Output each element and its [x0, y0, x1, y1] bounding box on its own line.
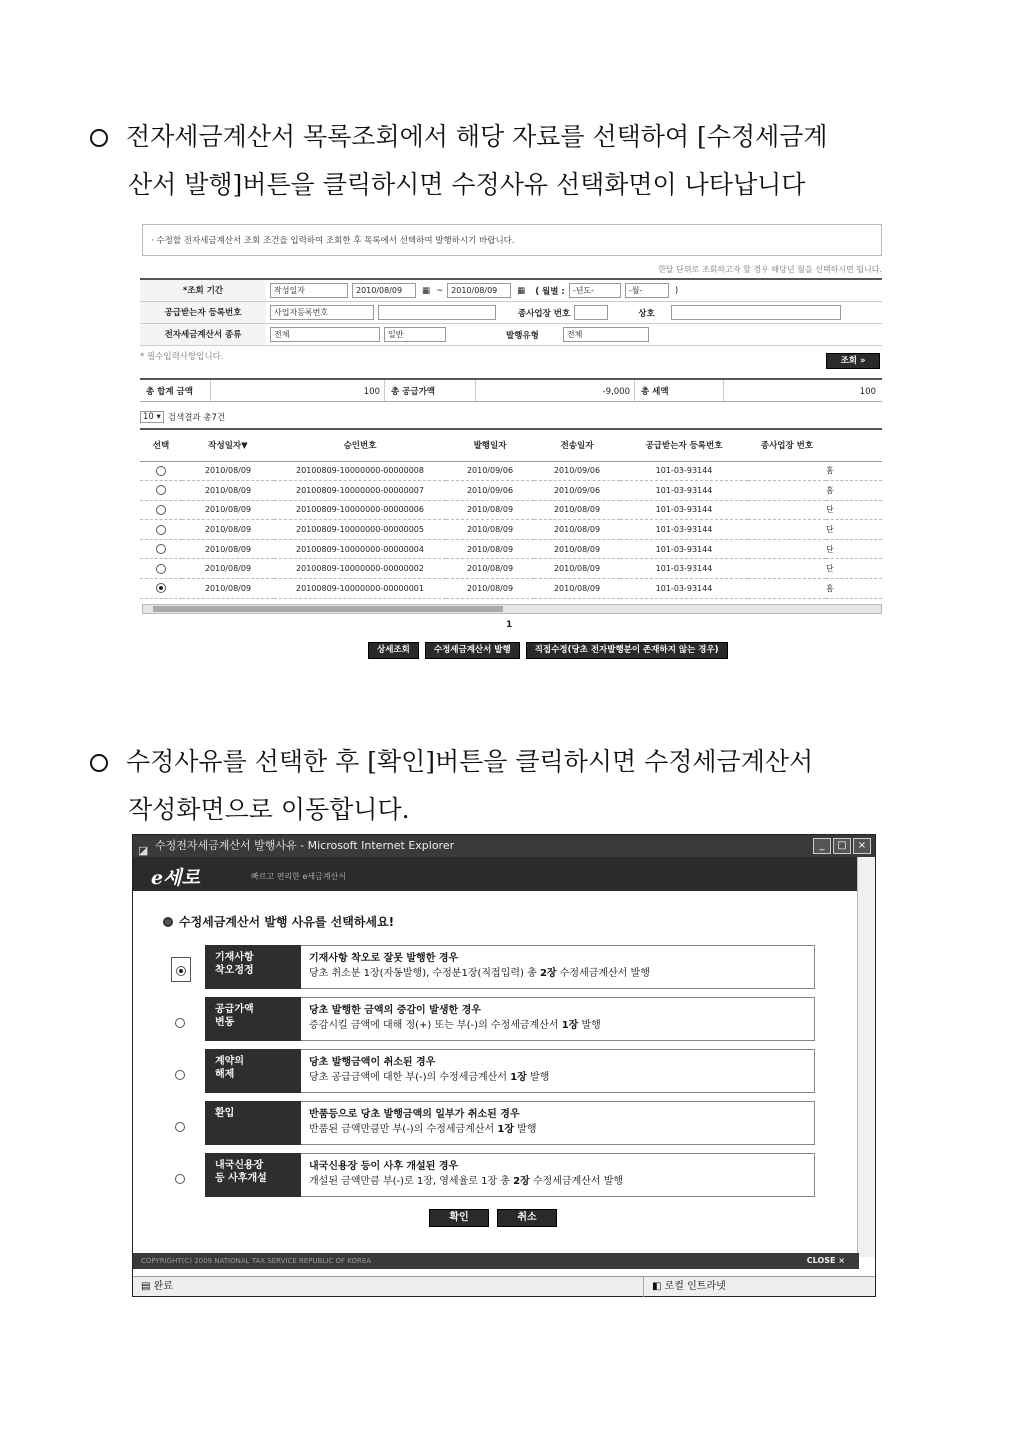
- banner-slogan: 빠르고 편리한 e세금계산서: [251, 872, 347, 881]
- cell-date: 2010/08/09: [182, 461, 274, 481]
- badge-line-2: 변동: [215, 1017, 235, 1028]
- cancel-button[interactable]: 취소: [497, 1209, 557, 1227]
- badge-line-1: 공급가액: [215, 1004, 254, 1015]
- reason-detail: 개설된 금액만큼 부(-)로 1장, 영세율로 1장 총 2장 수정세금계산서 발행: [309, 1176, 624, 1187]
- column-header[interactable]: 작성일자▼: [182, 429, 274, 461]
- cell-sent: 2010/08/09: [534, 520, 620, 540]
- reason-option[interactable]: [175, 997, 815, 1041]
- dialog-footer: [133, 1253, 859, 1269]
- reason-description: [301, 1101, 815, 1145]
- reason-badge: [205, 1153, 301, 1197]
- cell-approval: 20100809-10000000-00000006: [274, 500, 446, 520]
- reason-description: [301, 997, 815, 1041]
- maximize-icon[interactable]: □: [833, 838, 851, 854]
- reason-title: 기재사항 착오로 잘못 발행한 경우: [309, 953, 459, 964]
- cell-approval: 20100809-10000000-00000008: [274, 461, 446, 481]
- scrollbar-thumb[interactable]: [153, 606, 503, 612]
- browser-statusbar: [133, 1276, 875, 1296]
- radio-circle-icon: [175, 1018, 185, 1028]
- vertical-scrollbar[interactable]: [857, 857, 875, 1257]
- period-label: *조회 기간: [140, 280, 266, 301]
- cell-date: 2010/08/09: [182, 520, 274, 540]
- table-row[interactable]: [140, 579, 882, 599]
- instruction-2-line-2: 작성화면으로 이동합니다.: [128, 795, 410, 824]
- cell-issued: 2010/08/09: [446, 579, 534, 599]
- supply-total-value: -9,000: [475, 380, 635, 401]
- security-zone: ◧ 로컬 인트라넷: [643, 1277, 726, 1297]
- page-size-select[interactable]: 10 ▾: [140, 411, 164, 423]
- reason-heading: 수정세금계산서 발행 사유를 선택하세요!: [163, 913, 394, 930]
- cell-reg: 101-03-93144: [620, 461, 748, 481]
- cell-approval: 20100809-10000000-00000005: [274, 520, 446, 540]
- direct-edit-button[interactable]: 직접수정(당초 전자발행분이 존재하지 않는 경우): [526, 642, 728, 659]
- column-header: 승인번호: [274, 429, 446, 461]
- row-select-radio[interactable]: [156, 544, 166, 554]
- search-button[interactable]: 조회 »: [826, 353, 880, 369]
- cell-issued: 2010/09/06: [446, 481, 534, 501]
- monthly-hint: 한달 단위로 조회하고자 할 경우 해당년 월을 선택하시면 됩니다.: [658, 265, 882, 274]
- company-name-input[interactable]: [671, 305, 841, 320]
- table-row[interactable]: [140, 559, 882, 579]
- site-banner: [133, 857, 875, 891]
- confirm-button[interactable]: 확인: [429, 1209, 489, 1227]
- cell-branch: [748, 520, 826, 540]
- cell-issued: 2010/08/09: [446, 539, 534, 559]
- notice-box: · 수정할 전자세금계산서 조회 조건을 입력하여 조회한 후 목록에서 선택하여 발행하시기 바랍니다.: [142, 224, 882, 256]
- column-header: 공급받는자 등록번호: [620, 429, 748, 461]
- reason-detail: 증감시킬 금액에 대해 정(+) 또는 부(-)의 수정세금계산서 1장 발행: [309, 1020, 601, 1031]
- total-amount-label: 총 합계 금액: [146, 386, 193, 397]
- invoice-kind-select[interactable]: 전체: [270, 327, 380, 342]
- badge-line-2: 착오정정: [215, 965, 254, 976]
- reason-detail: 당초 취소분 1장(자동발행), 수정분1장(직접입력) 총 2장 수정세금계산서 발행: [309, 968, 650, 979]
- month-select[interactable]: -월-: [625, 283, 669, 298]
- reason-description: [301, 1153, 815, 1197]
- close-icon[interactable]: ×: [853, 838, 871, 854]
- intranet-icon: ◧: [652, 1281, 662, 1292]
- cell-date: 2010/08/09: [182, 500, 274, 520]
- cell-issued: 2010/08/09: [446, 500, 534, 520]
- totals-bar: [140, 378, 882, 402]
- horizontal-scrollbar[interactable]: [142, 604, 882, 614]
- amend-reason-window: [132, 834, 876, 1297]
- row-select-radio[interactable]: [156, 485, 166, 495]
- reason-option[interactable]: [175, 1049, 815, 1093]
- badge-line-2: 등 사후개설: [215, 1173, 267, 1184]
- instruction-paragraph-1: [90, 113, 930, 209]
- radio-circle-icon: [176, 966, 186, 976]
- cell-issued: 2010/08/09: [446, 559, 534, 579]
- table-row[interactable]: [140, 539, 882, 559]
- window-controls: [813, 838, 871, 854]
- reason-badge: [205, 1049, 301, 1093]
- circle-bullet-icon: [90, 129, 108, 147]
- reason-radio[interactable]: [171, 957, 191, 982]
- cell-approval: 20100809-10000000-00000002: [274, 559, 446, 579]
- date-from-input[interactable]: 2010/08/09: [352, 283, 416, 298]
- window-title: 수정전자세금계산서 발행사유 - Microsoft Internet Explorer: [155, 839, 455, 852]
- cell-sent: 2010/09/06: [534, 461, 620, 481]
- column-header: 종사업장 번호: [748, 429, 826, 461]
- table-row[interactable]: [140, 500, 882, 520]
- row-select-radio[interactable]: [156, 466, 166, 476]
- cell-reg: 101-03-93144: [620, 539, 748, 559]
- reason-radio[interactable]: [175, 1116, 185, 1135]
- window-titlebar[interactable]: [133, 835, 875, 857]
- cell-extra: 홈: [826, 461, 882, 481]
- reason-badge: [205, 945, 301, 989]
- reason-option[interactable]: [175, 945, 815, 989]
- cell-issued: 2010/08/09: [446, 520, 534, 540]
- instruction-paragraph-2: [90, 738, 930, 834]
- dialog-buttons: [429, 1209, 557, 1227]
- issue-type-select[interactable]: 전체: [563, 327, 649, 342]
- cell-approval: 20100809-10000000-00000007: [274, 481, 446, 501]
- invoice-subkind-select[interactable]: 일반: [384, 327, 446, 342]
- reason-option[interactable]: [175, 1153, 815, 1197]
- issue-type-label: 발행유형: [506, 330, 539, 341]
- status-done: ▤ 완료: [141, 1281, 173, 1292]
- required-note: * 필수입력사항입니다.: [140, 352, 224, 362]
- company-name-label: 상호: [638, 308, 655, 319]
- cell-branch: [748, 481, 826, 501]
- cell-branch: [748, 539, 826, 559]
- cell-sent: 2010/08/09: [534, 539, 620, 559]
- reason-option[interactable]: [175, 1101, 815, 1145]
- invoice-table: [140, 428, 882, 599]
- close-link[interactable]: CLOSE ×: [806, 1256, 845, 1265]
- instruction-1-line-2: 산서 발행]버튼을 클릭하시면 수정사유 선택화면이 나타납니다: [128, 170, 806, 199]
- cell-reg: 101-03-93144: [620, 500, 748, 520]
- table-row[interactable]: [140, 461, 882, 481]
- table-row[interactable]: [140, 481, 882, 501]
- cell-extra: 단: [826, 539, 882, 559]
- cell-date: 2010/08/09: [182, 481, 274, 501]
- page-icon: ▤: [141, 1281, 151, 1292]
- column-header: 발행일자: [446, 429, 534, 461]
- cell-extra: 단: [826, 559, 882, 579]
- receiver-type-select[interactable]: 사업자등록번호: [270, 305, 374, 320]
- cell-date: 2010/08/09: [182, 539, 274, 559]
- cell-reg: 101-03-93144: [620, 579, 748, 599]
- detail-view-button[interactable]: 상세조회: [368, 642, 419, 659]
- cell-branch: [748, 579, 826, 599]
- row-select-radio[interactable]: [156, 564, 166, 574]
- column-header: [826, 429, 882, 461]
- receiver-label: 공급받는자 등록번호: [140, 302, 266, 323]
- result-count: 검색결과 총7건: [167, 413, 226, 423]
- result-count-row: [140, 411, 225, 423]
- total-amount-value: 100: [210, 380, 385, 401]
- reason-badge: [205, 1101, 301, 1145]
- cell-date: 2010/08/09: [182, 559, 274, 579]
- search-form: [140, 278, 882, 346]
- date-type-select[interactable]: 작성일자: [270, 283, 348, 298]
- supply-total-label: 총 공급가액: [391, 386, 436, 397]
- reason-title: 내국신용장 등이 사후 개설된 경우: [309, 1161, 459, 1172]
- cell-issued: 2010/09/06: [446, 461, 534, 481]
- reason-radio[interactable]: [175, 1168, 185, 1187]
- invoice-list-screenshot: [138, 222, 884, 662]
- minimize-icon[interactable]: _: [813, 838, 831, 854]
- reason-title: 당초 발행금액이 취소된 경우: [309, 1057, 436, 1068]
- badge-line-1: 계약의: [215, 1056, 244, 1067]
- instruction-1-line-1: 전자세금계산서 목록조회에서 해당 자료를 선택하여 [수정세금계: [126, 122, 828, 151]
- cell-extra: 홈: [826, 481, 882, 501]
- reason-detail: 당초 공급금액에 대한 부(-)의 수정세금계산서 1장 발행: [309, 1072, 550, 1083]
- cell-sent: 2010/08/09: [534, 579, 620, 599]
- radio-circle-icon: [175, 1070, 185, 1080]
- tax-total-label: 총 세액: [641, 386, 669, 397]
- circle-bullet-icon: [90, 754, 108, 772]
- reason-badge: [205, 997, 301, 1041]
- tax-total-value: 100: [723, 380, 880, 401]
- cell-sent: 2010/08/09: [534, 559, 620, 579]
- reason-title: 반품등으로 당초 발행금액의 일부가 취소된 경우: [309, 1109, 520, 1120]
- reason-title: 당초 발행한 금액의 증감이 발생한 경우: [309, 1005, 481, 1016]
- radio-circle-icon: [175, 1122, 185, 1132]
- reason-radio[interactable]: [175, 1064, 185, 1083]
- date-to-input[interactable]: 2010/08/09: [447, 283, 511, 298]
- badge-line-1: 내국신용장: [215, 1160, 264, 1171]
- date-range-tilde: ~: [436, 285, 444, 296]
- branch-number-input[interactable]: [574, 305, 608, 320]
- column-header: 선택: [140, 429, 182, 461]
- row-select-radio[interactable]: [156, 583, 166, 593]
- cell-extra: 단: [826, 500, 882, 520]
- cell-reg: 101-03-93144: [620, 520, 748, 540]
- radio-circle-icon: [175, 1174, 185, 1184]
- cell-reg: 101-03-93144: [620, 559, 748, 579]
- cell-approval: 20100809-10000000-00000004: [274, 539, 446, 559]
- reason-detail: 반품된 금액만큼만 부(-)의 수정세금계산서 1장 발행: [309, 1124, 537, 1135]
- cell-sent: 2010/08/09: [534, 500, 620, 520]
- monthly-label: ( 월별 :: [535, 286, 565, 297]
- calendar-icon[interactable]: ▦: [517, 285, 526, 296]
- reason-description: [301, 945, 815, 989]
- column-header: 전송일자: [534, 429, 620, 461]
- page-number[interactable]: 1: [506, 620, 513, 630]
- heading-bullet-icon: [163, 917, 173, 927]
- calendar-icon[interactable]: ▦: [422, 285, 431, 296]
- row-select-radio[interactable]: [156, 505, 166, 515]
- badge-line-1: 기재사항: [215, 952, 254, 963]
- year-select[interactable]: -년도-: [569, 283, 621, 298]
- receiver-number-input[interactable]: [378, 305, 496, 320]
- amended-invoice-issue-button[interactable]: 수정세금계산서 발행: [425, 642, 520, 659]
- cell-sent: 2010/09/06: [534, 481, 620, 501]
- browser-icon: ◪: [138, 844, 149, 857]
- invoice-kind-label: 전자세금계산서 종류: [140, 324, 266, 345]
- copyright-text: COPYRIGHT(C) 2009 NATIONAL TAX SERVICE REPUBLIC OF KOREA: [141, 1257, 372, 1265]
- branch-number-label: 종사업장 번호: [518, 308, 571, 319]
- table-row[interactable]: [140, 520, 882, 540]
- cell-branch: [748, 461, 826, 481]
- cell-date: 2010/08/09: [182, 579, 274, 599]
- action-buttons: [368, 642, 728, 659]
- monthly-close-paren: ): [674, 285, 679, 296]
- esero-logo: e세로: [151, 867, 200, 889]
- instruction-2-line-1: 수정사유를 선택한 후 [확인]버튼을 클릭하시면 수정세금계산서: [126, 747, 814, 776]
- cell-reg: 101-03-93144: [620, 481, 748, 501]
- badge-line-1: 환입: [215, 1108, 235, 1119]
- cell-extra: 단: [826, 520, 882, 540]
- cell-approval: 20100809-10000000-00000001: [274, 579, 446, 599]
- reason-description: [301, 1049, 815, 1093]
- row-select-radio[interactable]: [156, 525, 166, 535]
- reason-radio[interactable]: [175, 1012, 185, 1031]
- cell-branch: [748, 559, 826, 579]
- badge-line-2: 해제: [215, 1069, 235, 1080]
- cell-extra: 홈: [826, 579, 882, 599]
- cell-branch: [748, 500, 826, 520]
